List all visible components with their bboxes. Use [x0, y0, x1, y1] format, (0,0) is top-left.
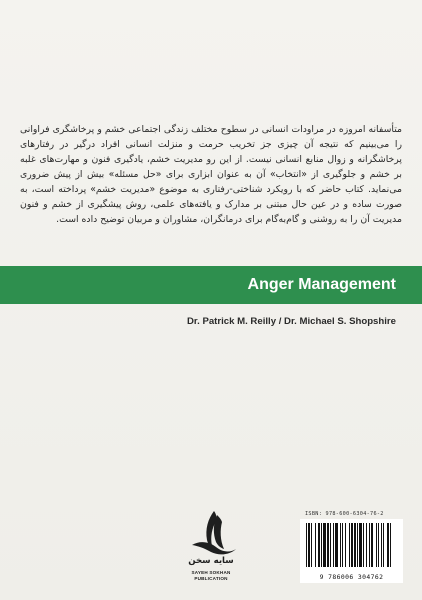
book-authors: Dr. Patrick M. Reilly / Dr. Michael S. Shopshire — [186, 316, 396, 327]
book-title: Anger Management — [247, 276, 396, 293]
title-band — [0, 266, 422, 304]
barcode-digits: 9 786006 304762 — [319, 573, 384, 581]
barcode — [300, 519, 403, 583]
publisher-type-en: PUBLICATION — [194, 576, 228, 581]
publisher-name-en: SAYEH SOKHAN — [191, 570, 231, 575]
barcode-bars — [300, 519, 403, 571]
isbn-number: ISBN: 978-600-6304-76-2 — [305, 511, 384, 517]
publisher-logo — [180, 509, 242, 589]
feather-logo-icon — [180, 509, 242, 555]
book-description: متأسفانه امروزه در مراودات انسانی در سطوح مختلف زندگی اجتماعی خشم و پرخاشگری فراوانی را می‌بینیم که نتیجه آن چیزی جز تخریب حرمت و منزلت انسانی افراد درگیر در رفتارهای پرخاشگرانه و زوال منابع انسانی نیست. از این رو مدیریت خشم، یادگیری فنون و مهارت‌های غلبه بر خشم و جلوگیری از «انتخاب» آن به عنوان ابزاری برای «حل مسئله» بیش از پیش ضروری می‌نماید. کتاب حاضر که با رویکرد شناختی-رفتاری به موضوع «مدیریت خشم» پرداخته است، به صورت ساده و در عین حال مبتنی بر مدارک و یافته‌های علمی، روش پیشگیری از خشم و فنون مدیریت آن را به روشنی و گام‌به‌گام برای درمانگران، مشاوران و مربیان توضیح داده است. — [20, 124, 402, 225]
publisher-name-fa: سایه سخن — [188, 556, 234, 566]
